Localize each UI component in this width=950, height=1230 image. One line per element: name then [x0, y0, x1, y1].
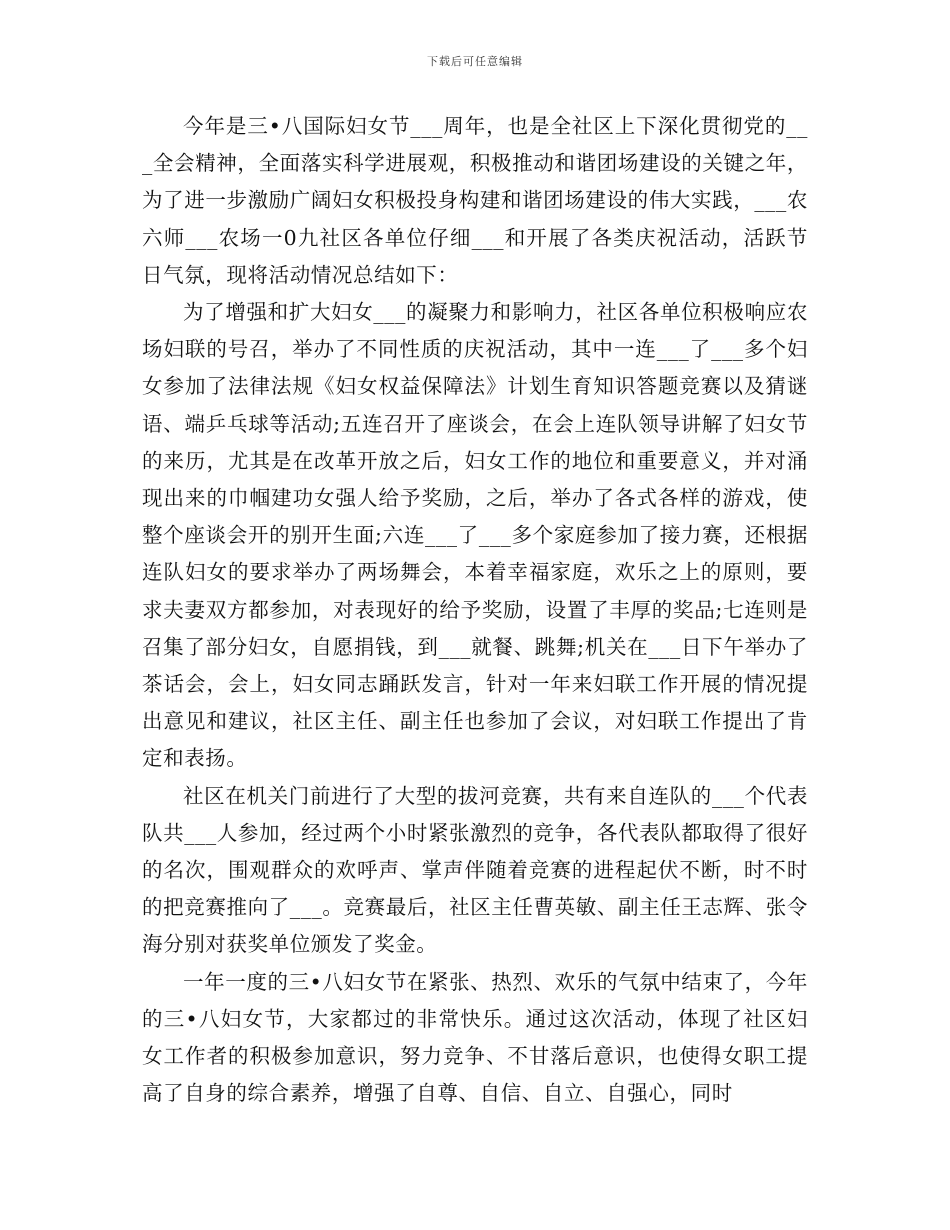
paragraph-tug-of-war: 社区在机关门前进行了大型的拔河竞赛，共有来自连队的___个代表队共___人参加，经过两个小时紧张激烈的竞争，各代表队都取得了很好的名次，围观群众的欢呼声、掌声伴随着竞赛的进程起伏不断，时不时的把竞赛推向了___。竞赛最后，社区主任曹英敏、副主任王志辉、张令海分别对获奖单位颁发了奖金。 — [142, 783, 808, 957]
document-body — [142, 108, 808, 1112]
paragraph-activities: 为了增强和扩大妇女___的凝聚力和影响力，社区各单位积极响应农场妇联的号召，举办了不同性质的庆祝活动，其中一连___了___多个妇女参加了法律法规《妇女权益保障法》计划生育知识答题竞赛以及猜谜语、端乒乓球等活动;五连召开了座谈会，在会上连队领导讲解了妇女节的来历，尤其是在改革开放之后，妇女工作的地位和重要意义，并对涌现出来的巾帼建功女强人给予奖励，之后，举办了各式各样的游戏，使整个座谈会开的别开生面;六连___了___多个家庭参加了接力赛，还根据连队妇女的要求举办了两场舞会，本着幸福家庭，欢乐之上的原则，要求夫妻双方都参加，对表现好的给予奖励，设置了丰厚的奖品;七连则是召集了部分妇女，自愿捐钱，到___就餐、跳舞;机关在___日下午举办了茶话会，会上，妇女同志踊跃发言，针对一年来妇联工作开展的情况提出意见和建议，社区主任、副主任也参加了会议，对妇联工作提出了肯定和表扬。 — [142, 300, 808, 771]
paragraph-intro: 今年是三•八国际妇女节___周年，也是全社区上下深化贯彻党的___全会精神，全面落实科学进展观，积极推动和谐团场建设的关键之年，为了进一步激励广阔妇女积极投身构建和谐团场建设的伟大实践，___农六师___农场一0九社区各单位仔细___和开展了各类庆祝活动，活跃节日气氛，现将活动情况总结如下： — [142, 114, 808, 287]
paragraph-conclusion: 一年一度的三•八妇女节在紧张、热烈、欢乐的气氛中结束了，今年的三•八妇女节，大家都过的非常快乐。通过这次活动，体现了社区妇女工作者的积极参加意识，努力竞争、不甘落后意识，也使得女职工提高了自身的综合素养，增强了自尊、自信、自立、自强心，同时 — [142, 969, 808, 1106]
header-note: 下载后可任意编辑 — [427, 55, 523, 68]
